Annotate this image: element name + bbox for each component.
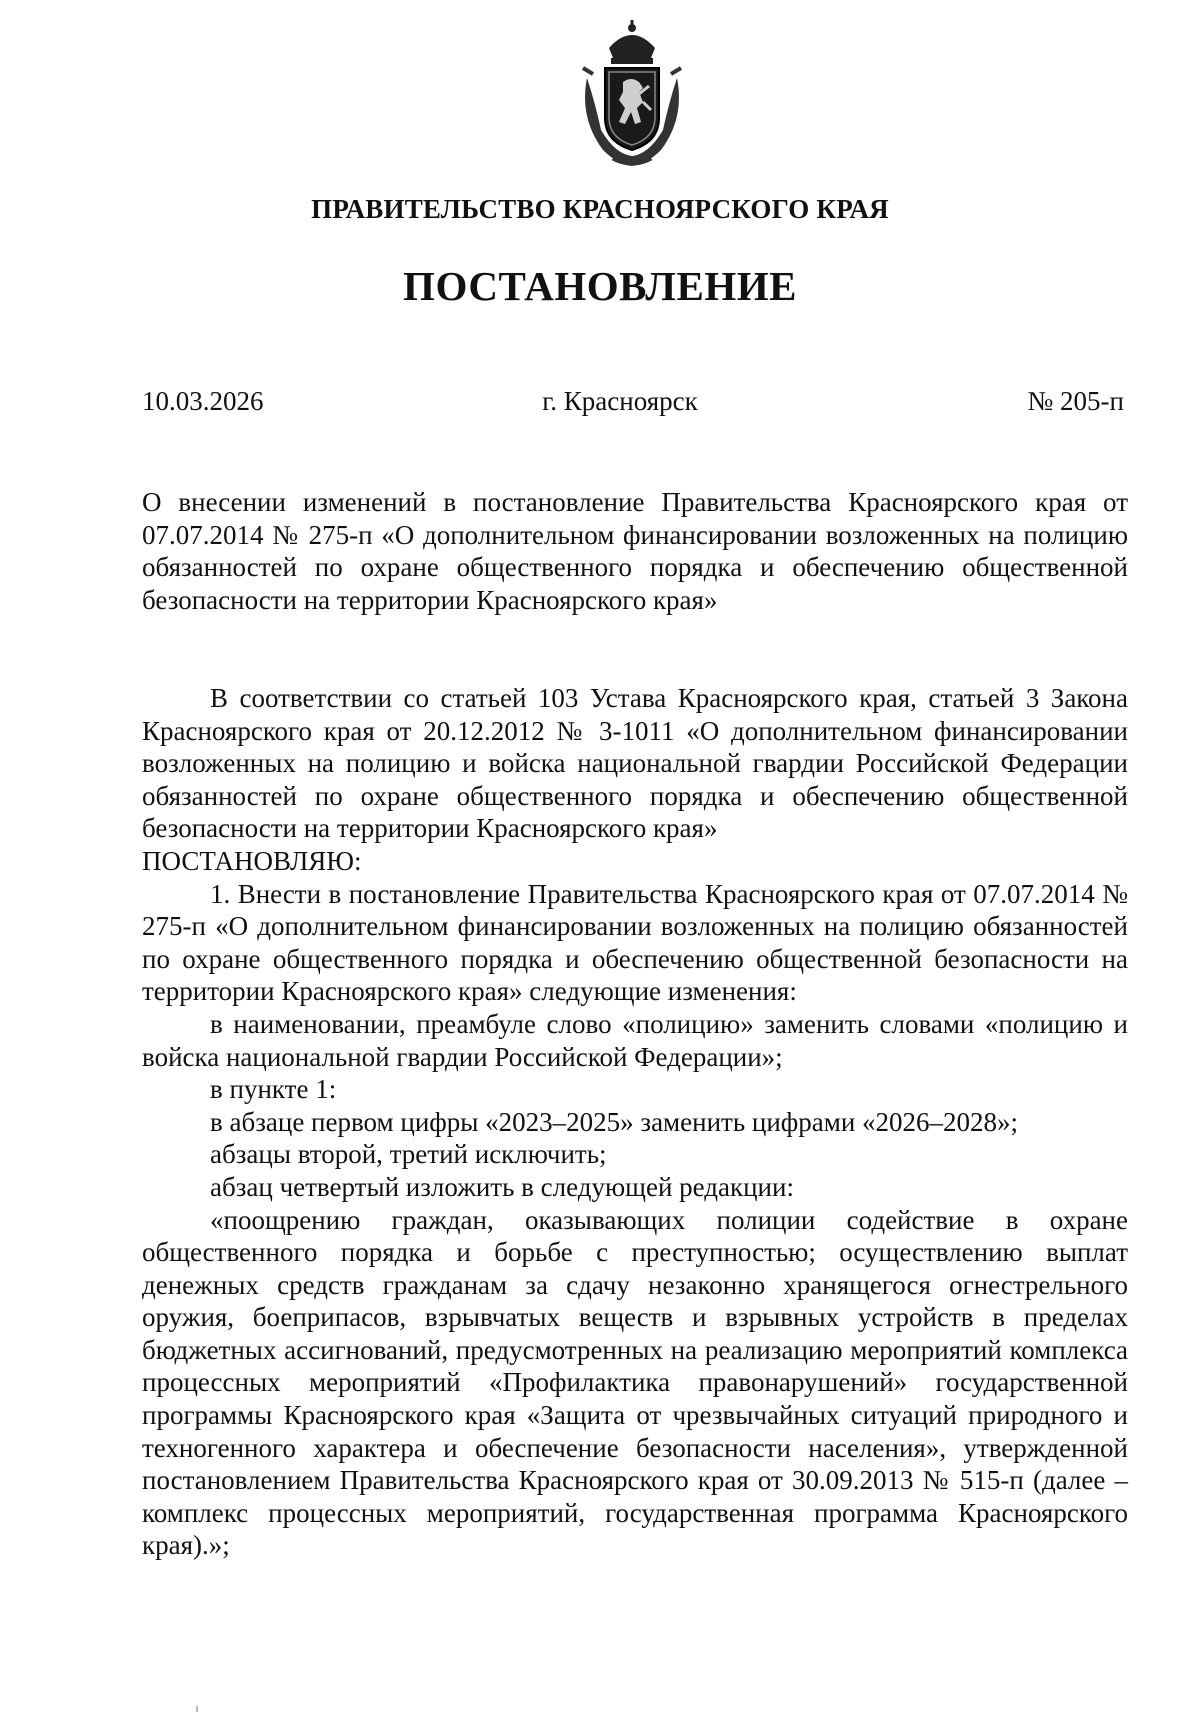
document-city: г. Красноярск <box>542 386 698 416</box>
organization-title: ПРАВИТЕЛЬСТВО КРАСНОЯРСКОГО КРАЯ <box>311 194 889 224</box>
quoted-new-text: «поощрению граждан, оказывающих полиции содействие в охране общественного порядка и борьбе с преступностью; осуществлению выплат денежных средств гражданам за сдачу незаконно хранящегося огнестрельного оружия, боеприпасов, взрывчатых веществ и взрывных устройств в пределах бюджетных ассигнований, предусмотренных на реализацию мероприятий комплекса процессных мероприятий «Профилактика правонарушений» государственной программы Красноярского края «Защита от чрезвычайных ситуаций природного и техногенного характера и обеспечение безопасности населения», утвержденной постановлением Правительства Красноярского края от 30.09.2013 № 515-п (далее – комплекс процессных мероприятий, государственная программа Красноярского края).»; <box>142 1204 1128 1561</box>
paragraph-first-change: в абзаце первом цифры «2023–2025» заменить цифрами «2026–2028»; <box>210 1106 1019 1137</box>
paragraph-fourth-change: абзац четвертый изложить в следующей редакции: <box>210 1171 794 1202</box>
point-1-paragraph: в пункте 1: <box>210 1074 337 1105</box>
paragraph-second-third-change: абзацы второй, третий исключить; <box>210 1139 607 1170</box>
document-subject: О внесении изменений в постановление Правительства Красноярского края от 07.07.2014 № 275-п «О дополнительном финансировании возложенных на полицию обязанностей по охране общественного порядка и обеспечению общественной безопасности на территории Красноярского края» <box>142 487 1128 615</box>
document-type: ПОСТАНОВЛЕНИЕ <box>403 263 797 309</box>
decree-word: ПОСТАНОВЛЯЮ: <box>142 845 362 876</box>
preamble-paragraph: В соответствии со статьей 103 Устава Красноярского края, статьей 3 Закона Красноярского края от 20.12.2012 № 3-1011 «О дополнительном финансировании возложенных на полицию и войска национальной гвардии Российской Федерации обязанностей по охране общественного порядка и обеспечению общественной безопасности на территории Красноярского края» <box>142 683 1128 844</box>
document-date: 10.03.2026 <box>142 386 264 416</box>
item-1-paragraph: 1. Внести в постановление Правительства Красноярского края от 07.07.2014 № 275-п «О дополнительном финансировании возложенных на полицию обязанностей по охране общественного порядка и обеспечению общественной безопасности на территории Красноярского края» следующие изменения: <box>142 878 1128 1007</box>
change-name-paragraph: в наименовании, преамбуле слово «полицию» заменить словами «полицию и войска национальной гвардии Российской Федерации»; <box>142 1008 1128 1072</box>
document-number: № 205-п <box>1027 386 1124 416</box>
krasnoyarsk-coat-of-arms-icon <box>573 18 691 170</box>
document-body <box>142 682 1128 1562</box>
scan-artifact <box>196 1706 198 1712</box>
